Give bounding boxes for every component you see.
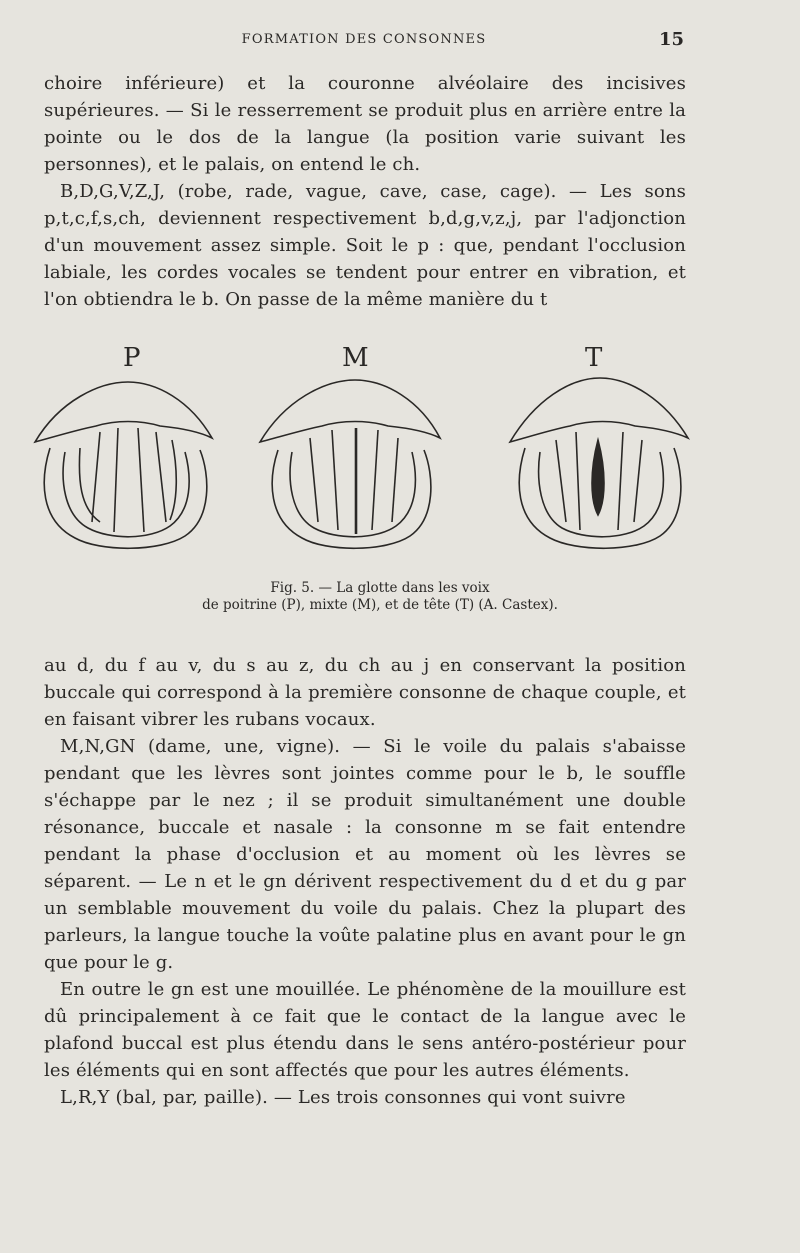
running-title: FORMATION DES CONSONNES bbox=[241, 32, 487, 47]
paragraph: L,R,Y (bal, par, paille). — Les trois consonnes qui vont suivre bbox=[60, 1087, 626, 1108]
panel-label: T bbox=[585, 343, 603, 373]
text-block-bottom bbox=[44, 652, 686, 1111]
panel-label: P bbox=[123, 343, 141, 373]
glottis-panel-m bbox=[260, 343, 440, 548]
paragraph: B,D,G,V,Z,J, (robe, rade, vague, cave, case, cage). — Les sons p,t,c,f,s,ch, deviennent respectivement b,d,g,v,z,j, par l'adjonction d'un mouvement assez simple. Soit le p : que, pendant l'occlusion labiale, les cordes vocales se tendent pour entrer en vibration, et l'on obtiendra le b. On passe de la même manière du t bbox=[44, 181, 686, 310]
text-block-top bbox=[44, 70, 686, 313]
paragraph: M,N,GN (dame, une, vigne). — Si le voile du palais s'abaisse pendant que les lèvres sont jointes comme pour le b, le souffle s'échappe par le nez ; il se produit simultanément une double résonance, buccale et nasale : la consonne m se fait entendre pendant la phase d'occlusion et au moment où les lèvres se séparent. — Le n et le gn dérivent respectivement du d et du g par un semblable mouvement du voile du palais. Chez la plupart des parleurs, la langue touche la voûte palatine plus en avant pour le gn que pour le g. bbox=[44, 736, 686, 973]
glottis-panel-t bbox=[510, 343, 688, 548]
panel-label: M bbox=[342, 343, 369, 373]
page-header bbox=[44, 29, 684, 56]
paragraph: En outre le gn est une mouillée. Le phénomène de la mouillure est dû principalement à ce fait que le contact de la langue avec le plafond buccal est plus étendu dans le sens antéro-postérieur pour les éléments qui en sont affectés que pour les autres éléments. bbox=[44, 979, 686, 1081]
glottis-panel-p bbox=[35, 343, 212, 548]
paragraph: choire inférieure) et la couronne alvéolaire des incisives supérieures. — Si le resserrement se produit plus en arrière entre la pointe ou le dos de la langue (la position varie suivant les personnes), et le palais, on entend le ch. bbox=[44, 73, 686, 175]
paragraph: au d, du f au v, du s au z, du ch au j en conservant la position buccale qui correspond à la première consonne de chaque couple, et en faisant vibrer les rubans vocaux. bbox=[44, 655, 686, 730]
figure-caption bbox=[100, 580, 660, 614]
caption-line: de poitrine (P), mixte (M), et de tête (T) (A. Castex). bbox=[202, 597, 558, 613]
figure-glottis bbox=[20, 340, 720, 570]
glottis-illustration bbox=[20, 340, 720, 570]
page-number: 15 bbox=[658, 29, 684, 50]
caption-line: Fig. 5. — La glotte dans les voix bbox=[270, 580, 490, 596]
